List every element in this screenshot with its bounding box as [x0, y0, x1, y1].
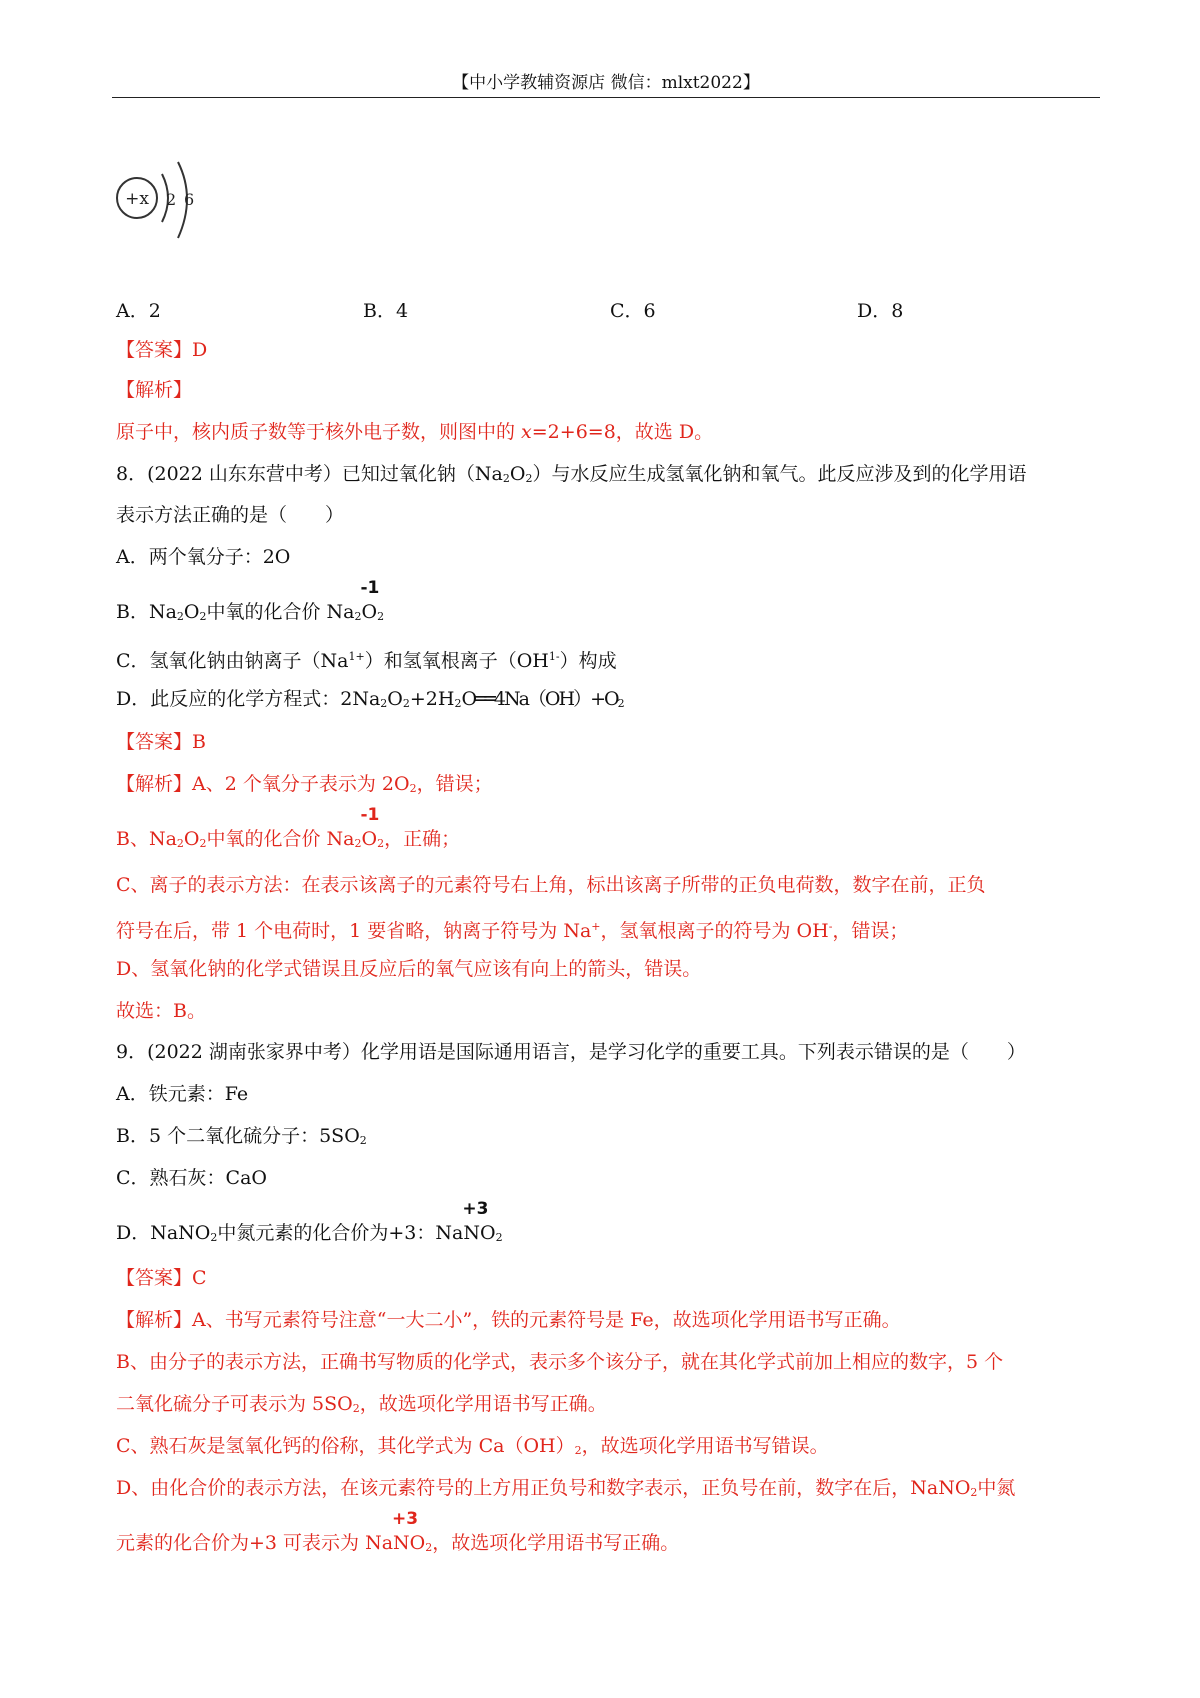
q8-option-b: B．$Na_2O_2$中氧的化合价 $Na_2$ -1 $O_2$ [116, 578, 385, 623]
page-header: 【中小学教辅资源店 微信：mlxt2022】 [452, 73, 760, 93]
q8-conclusion: 故选：B。 [116, 1000, 206, 1022]
q8-analysis-c2: 符号在后，带 1 个电荷时，1 要省略，钠离子符号为 Na+，氢氧根离子的符号为 OH-，错误； [116, 920, 909, 942]
q9-answer: 【答案】C [116, 1267, 207, 1289]
q7-answer: 【答案】D [116, 339, 208, 361]
q9-analysis-d1: D、由化合价的表示方法，在该元素符号的上方用正负号和数字表示，正负号在前，数字在后，NaNO$_2$中氮 [116, 1477, 1016, 1499]
shell2-electrons: 6 [184, 190, 195, 209]
q7-option-c: C．6 [610, 300, 656, 322]
q7-option-d: D．8 [857, 300, 904, 322]
q9-option-b: B．5 个二氧化硫分子：$5SO_2$ [116, 1125, 367, 1147]
atom-structure-diagram [112, 160, 222, 260]
q9-analysis-a: 【解析】A、书写元素符号注意“一大二小”，铁的元素符号是 Fe，故选项化学用语书写正确。 [116, 1309, 901, 1331]
q7-option-b: B．4 [363, 300, 409, 322]
q8-option-d: D．此反应的化学方程式：$2Na_2O_2+2H_2O══4Na(OH)+O_2$ [116, 688, 625, 710]
q9-option-c: C．熟石灰：CaO [116, 1167, 267, 1189]
q7-analysis: 原子中，核内质子数等于核外电子数，则图中的 x=2+6=8，故选 D。 [116, 421, 714, 443]
q9-option-a: A．铁元素：Fe [116, 1083, 249, 1105]
q9-option-d: D．NaNO$_2$中氮元素的化合价为+3：Na +3 $NO_2$ [116, 1199, 503, 1244]
q9-analysis-c: C、熟石灰是氢氧化钙的俗称，其化学式为 $Ca(OH)_2$，故选项化学用语书写错误。 [116, 1435, 829, 1457]
q8-analysis-d: D、氢氧化钠的化学式错误且反应后的氧气应该有向上的箭头，错误。 [116, 958, 702, 980]
shell1-electrons: 2 [166, 190, 177, 209]
q8-analysis-b: B、$Na_2O_2$中氧的化合价 $Na_2$ -1 $O_2$，正确； [116, 805, 461, 850]
q8-option-a: A．两个氧分子：2O [116, 546, 291, 568]
q8-answer: 【答案】B [116, 731, 206, 753]
q8-option-c: C．氢氧化钠由钠离子$(Na^{1+})$和氢氧根离子$(OH^{1-})$构成 [116, 650, 617, 672]
header-divider [112, 97, 1100, 98]
q8-stem-line2: 表示方法正确的是（ ） [116, 504, 345, 526]
nucleus-label: +x [125, 189, 149, 209]
q7-analysis-tag: 【解析】 [116, 379, 193, 401]
q8-stem: 8．(2022 山东东营中考）已知过氧化钠$(Na_2O_2)$与水反应生成氢氧化钠和氧气。此反应涉及到的化学用语 [116, 463, 1027, 485]
q9-analysis-b2: 二氧化硫分子可表示为 $5SO_2$，故选项化学用语书写正确。 [116, 1393, 607, 1415]
q9-analysis-d2: 元素的化合价为+3 可表示为 Na +3 $NO_2$，故选项化学用语书写正确。 [116, 1509, 680, 1554]
q8-analysis-c1: C、离子的表示方法：在表示该离子的元素符号右上角，标出该离子所带的正负电荷数，数字在前，正负 [116, 874, 986, 896]
q9-stem: 9．(2022 湖南张家界中考）化学用语是国际通用语言，是学习化学的重要工具。下列表示错误的是（ ） [116, 1041, 1026, 1063]
q7-option-a: A．2 [116, 300, 161, 322]
q9-analysis-b1: B、由分子的表示方法，正确书写物质的化学式，表示多个该分子，就在其化学式前加上相应的数字，5 个 [116, 1351, 1004, 1373]
q8-analysis-a: 【解析】A、2 个氧分子表示为 $2O_2$，错误； [116, 773, 493, 795]
